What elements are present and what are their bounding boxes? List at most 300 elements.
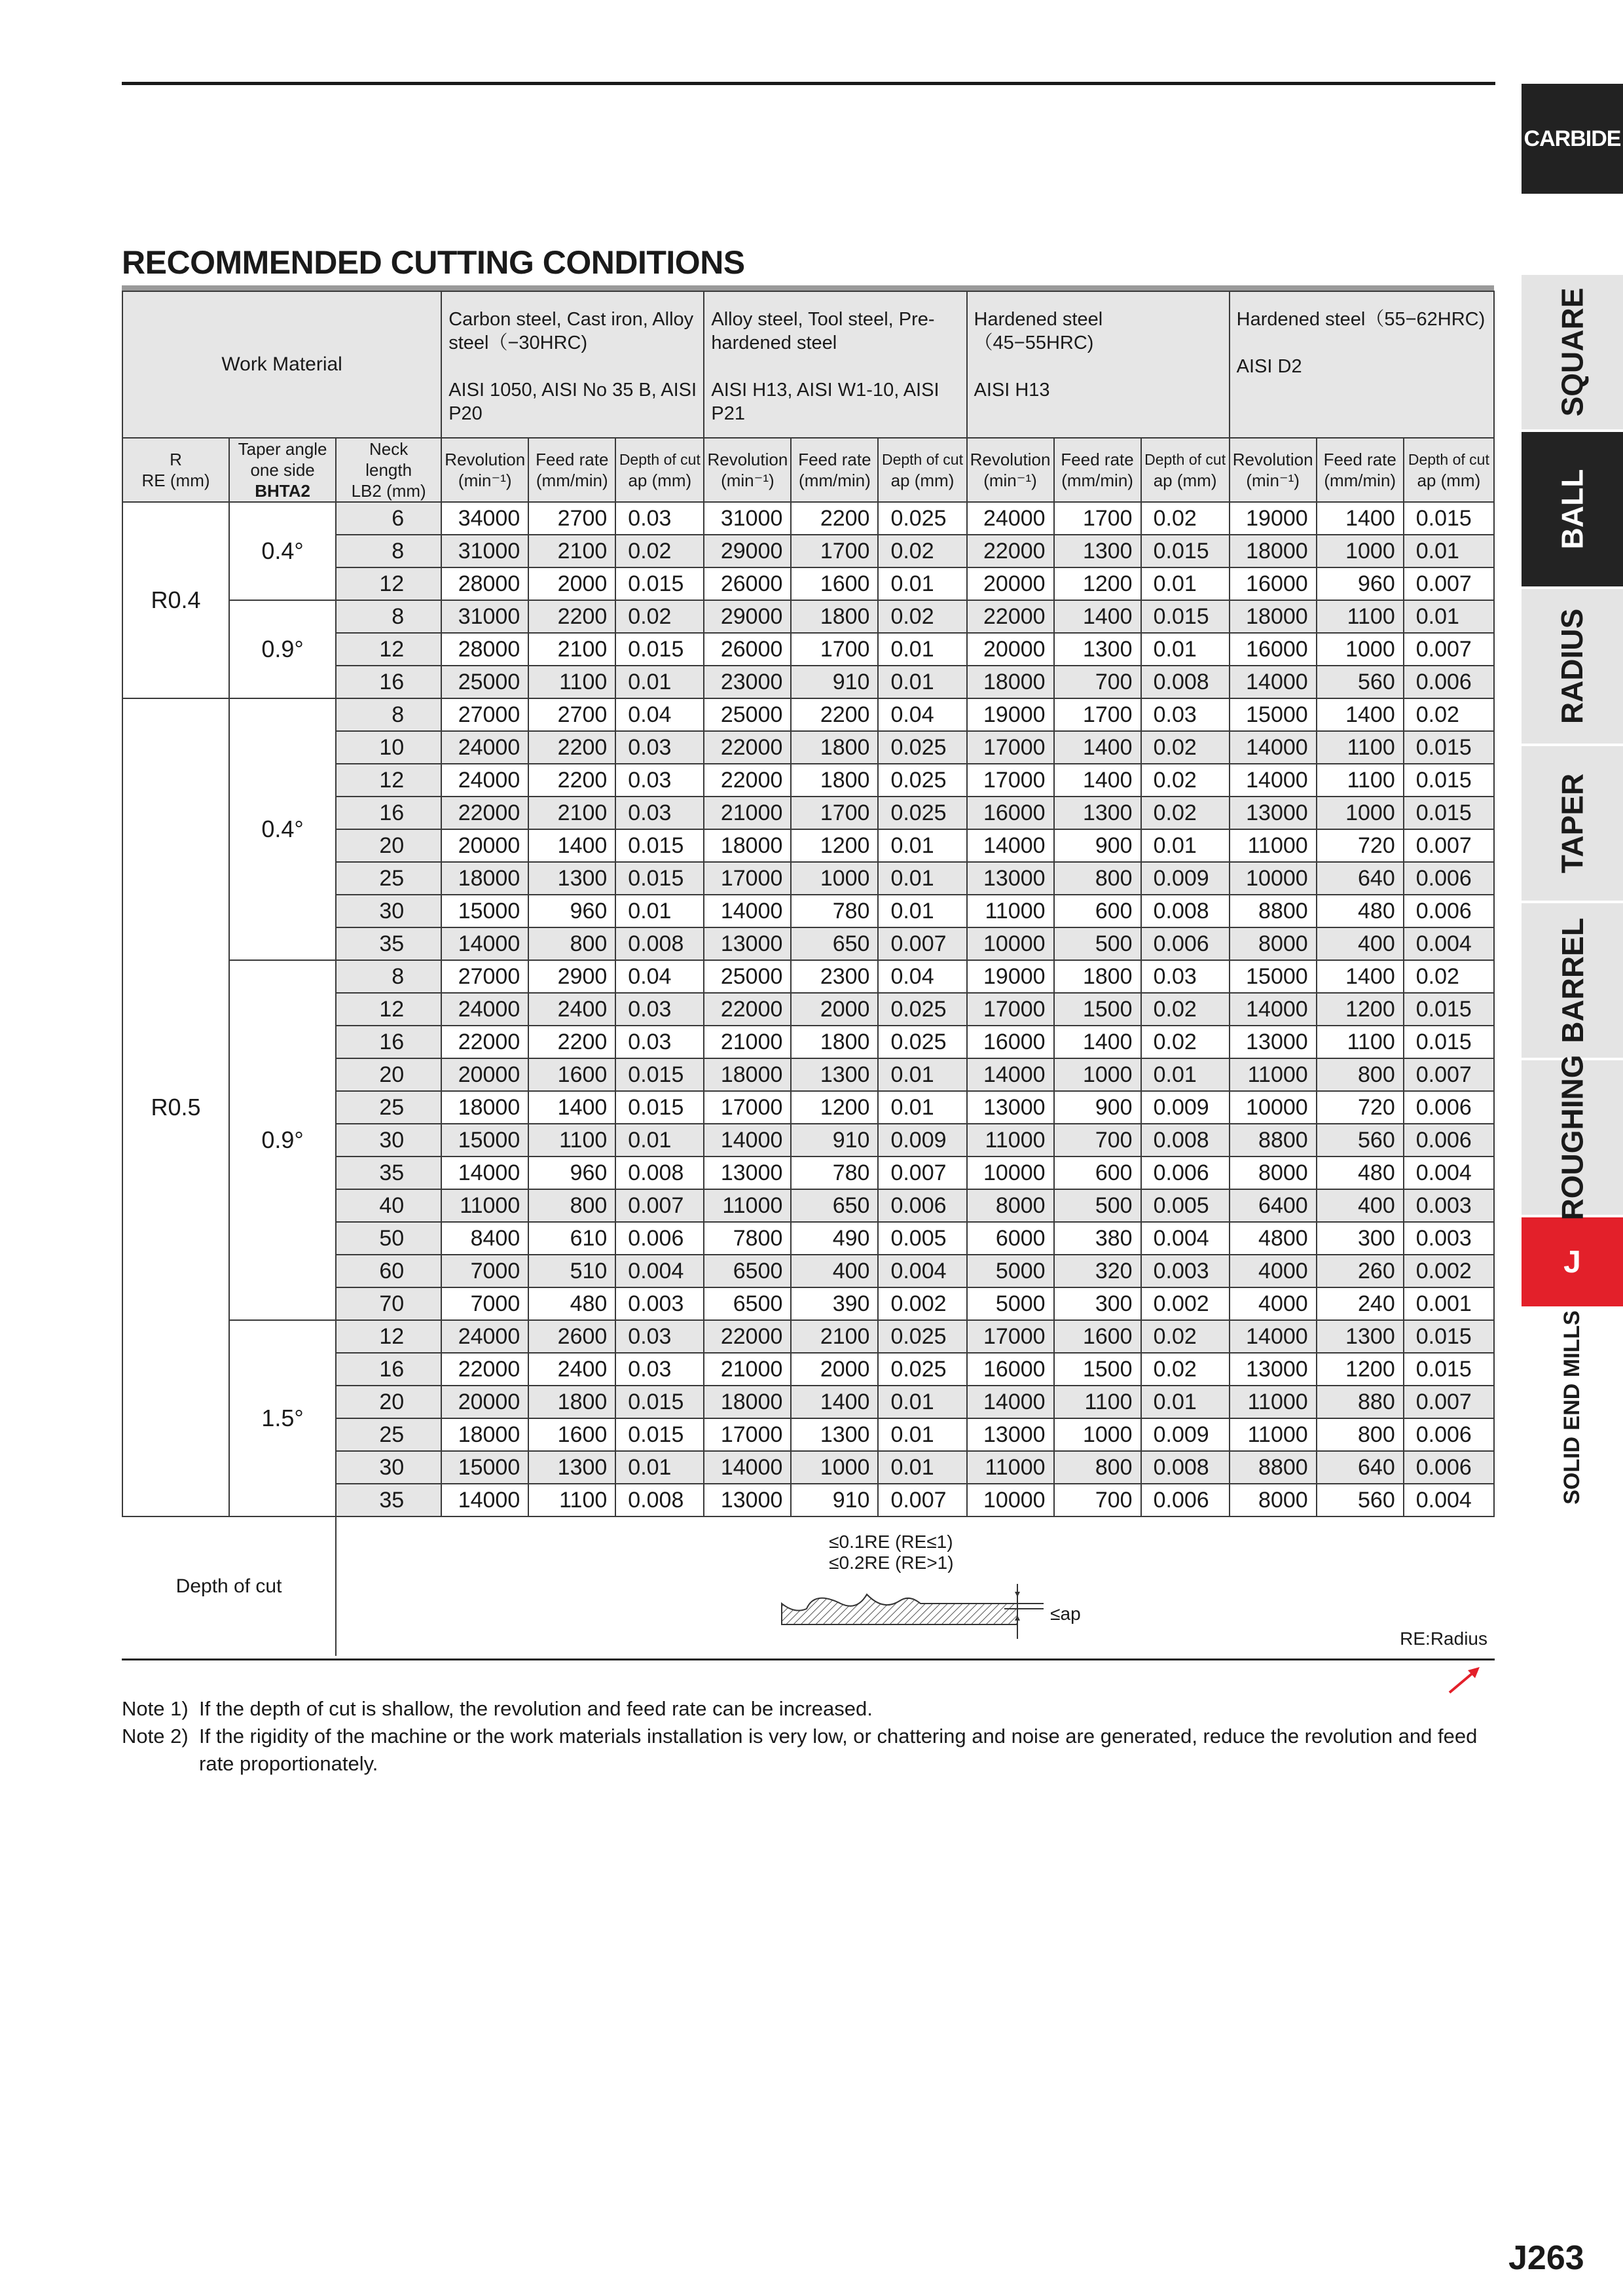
col-doc-header bbox=[1404, 438, 1494, 502]
tab-taper-label: TAPER bbox=[1555, 773, 1590, 874]
feed-rate-cell: 2700 bbox=[528, 698, 615, 731]
neck-length-cell: 10 bbox=[336, 731, 441, 764]
tab-roughing-label: ROUGHING bbox=[1555, 1054, 1590, 1221]
revolution-cell: 13000 bbox=[704, 1157, 791, 1189]
feed-rate-cell: 2000 bbox=[791, 993, 878, 1026]
revolution-cell: 8000 bbox=[1230, 1157, 1317, 1189]
neck-length-cell: 8 bbox=[336, 600, 441, 633]
depth-of-cut-cell: 0.007 bbox=[1404, 829, 1494, 862]
note-1 bbox=[122, 1695, 1497, 1723]
revolution-cell: 14000 bbox=[967, 1058, 1054, 1091]
feed-rate-cell: 610 bbox=[528, 1222, 615, 1255]
revolution-cell: 8000 bbox=[1230, 927, 1317, 960]
revolution-cell: 22000 bbox=[704, 1320, 791, 1353]
depth-of-cut-cell: 0.01 bbox=[615, 1124, 704, 1157]
feed-rate-cell: 1600 bbox=[791, 567, 878, 600]
carbide-tab[interactable] bbox=[1522, 84, 1623, 194]
feed-rate-cell: 1700 bbox=[791, 633, 878, 666]
depth-of-cut-figure bbox=[336, 1516, 1494, 1656]
revolution-cell: 22000 bbox=[967, 600, 1054, 633]
depth-of-cut-cell: 0.01 bbox=[878, 666, 966, 698]
revolution-cell: 14000 bbox=[441, 1157, 528, 1189]
depth-of-cut-cell: 0.015 bbox=[1404, 1353, 1494, 1386]
tab-j[interactable] bbox=[1522, 1217, 1623, 1309]
depth-of-cut-cell: 0.009 bbox=[1141, 1418, 1230, 1451]
tab-radius[interactable] bbox=[1522, 589, 1623, 746]
revolution-cell: 11000 bbox=[967, 895, 1054, 927]
material-header-2 bbox=[704, 291, 966, 438]
col-rev-header bbox=[1230, 438, 1317, 502]
feed-rate-cell: 2000 bbox=[791, 1353, 878, 1386]
depth-of-cut-cell: 0.03 bbox=[1141, 698, 1230, 731]
depth-of-cut-cell: 0.015 bbox=[615, 1091, 704, 1124]
revolution-cell: 11000 bbox=[441, 1189, 528, 1222]
depth-of-cut-cell: 0.015 bbox=[1404, 993, 1494, 1026]
depth-of-cut-cell: 0.015 bbox=[615, 862, 704, 895]
revolution-cell: 19000 bbox=[1230, 502, 1317, 535]
depth-of-cut-cell: 0.02 bbox=[1404, 960, 1494, 993]
feed-rate-cell: 1400 bbox=[1054, 764, 1141, 797]
col-doc: Depth of cut bbox=[1144, 451, 1226, 468]
revolution-cell: 15000 bbox=[441, 1124, 528, 1157]
col-doc: Depth of cut bbox=[881, 451, 963, 468]
revolution-cell: 16000 bbox=[967, 1026, 1054, 1058]
revolution-cell: 23000 bbox=[704, 666, 791, 698]
depth-of-cut-cell: 0.009 bbox=[1141, 1091, 1230, 1124]
feed-rate-cell: 1400 bbox=[1054, 731, 1141, 764]
revolution-cell: 15000 bbox=[1230, 960, 1317, 993]
col-feed-unit: (mm/min) bbox=[1061, 471, 1133, 490]
re-radius-note: RE:Radius bbox=[1400, 1628, 1487, 1649]
revolution-cell: 20000 bbox=[441, 829, 528, 862]
feed-rate-cell: 1200 bbox=[1054, 567, 1141, 600]
revolution-cell: 18000 bbox=[704, 829, 791, 862]
depth-of-cut-cell: 0.01 bbox=[878, 633, 966, 666]
feed-rate-cell: 1000 bbox=[1317, 797, 1404, 829]
depth-of-cut-cell: 0.015 bbox=[1404, 1026, 1494, 1058]
depth-of-cut-cell: 0.03 bbox=[615, 502, 704, 535]
depth-of-cut-cell: 0.025 bbox=[878, 502, 966, 535]
revolution-cell: 34000 bbox=[441, 502, 528, 535]
tab-barrel-label: BARREL bbox=[1555, 918, 1590, 1043]
depth-of-cut-cell: 0.04 bbox=[878, 698, 966, 731]
depth-of-cut-cell: 0.006 bbox=[615, 1222, 704, 1255]
col-r-header bbox=[122, 438, 229, 502]
table-body bbox=[122, 502, 1494, 1516]
feed-rate-cell: 800 bbox=[1317, 1418, 1404, 1451]
feed-rate-cell: 1600 bbox=[1054, 1320, 1141, 1353]
revolution-cell: 16000 bbox=[967, 1353, 1054, 1386]
depth-of-cut-cell: 0.01 bbox=[615, 666, 704, 698]
col-feed: Feed rate bbox=[1323, 450, 1396, 469]
revolution-cell: 10000 bbox=[967, 927, 1054, 960]
revolution-cell: 21000 bbox=[704, 797, 791, 829]
revolution-cell: 14000 bbox=[704, 1451, 791, 1484]
depth-of-cut-cell: 0.01 bbox=[1141, 1386, 1230, 1418]
depth-of-cut-cell: 0.015 bbox=[1404, 731, 1494, 764]
feed-rate-cell: 910 bbox=[791, 1124, 878, 1157]
col-feed-unit: (mm/min) bbox=[536, 471, 608, 490]
depth-of-cut-cell: 0.025 bbox=[878, 731, 966, 764]
feed-rate-cell: 700 bbox=[1054, 666, 1141, 698]
col-neck-3: LB2 (mm) bbox=[351, 481, 426, 501]
feed-rate-cell: 2100 bbox=[791, 1320, 878, 1353]
revolution-cell: 13000 bbox=[1230, 1026, 1317, 1058]
red-arrow-icon bbox=[1446, 1664, 1485, 1696]
revolution-cell: 14000 bbox=[441, 927, 528, 960]
feed-rate-cell: 640 bbox=[1317, 1451, 1404, 1484]
depth-of-cut-cell: 0.01 bbox=[1141, 829, 1230, 862]
revolution-cell: 19000 bbox=[967, 960, 1054, 993]
revolution-cell: 18000 bbox=[441, 1091, 528, 1124]
feed-rate-cell: 1100 bbox=[1317, 764, 1404, 797]
col-rev-header bbox=[704, 438, 791, 502]
neck-length-cell: 12 bbox=[336, 633, 441, 666]
revolution-cell: 27000 bbox=[441, 960, 528, 993]
depth-of-cut-diagram bbox=[769, 1575, 1057, 1640]
revolution-cell: 17000 bbox=[704, 862, 791, 895]
depth-of-cut-cell: 0.025 bbox=[878, 1320, 966, 1353]
depth-of-cut-cell: 0.007 bbox=[1404, 567, 1494, 600]
feed-rate-cell: 560 bbox=[1317, 666, 1404, 698]
revolution-cell: 15000 bbox=[441, 1451, 528, 1484]
feed-rate-cell: 2600 bbox=[528, 1320, 615, 1353]
feed-rate-cell: 390 bbox=[791, 1287, 878, 1320]
revolution-cell: 13000 bbox=[967, 1418, 1054, 1451]
col-rev: Revolution bbox=[970, 450, 1051, 469]
revolution-cell: 8000 bbox=[1230, 1484, 1317, 1516]
feed-rate-cell: 700 bbox=[1054, 1124, 1141, 1157]
feed-rate-cell: 2700 bbox=[528, 502, 615, 535]
tab-barrel[interactable] bbox=[1522, 903, 1623, 1060]
revolution-cell: 22000 bbox=[704, 993, 791, 1026]
feed-rate-cell: 800 bbox=[1317, 1058, 1404, 1091]
revolution-cell: 6000 bbox=[967, 1222, 1054, 1255]
neck-length-cell: 12 bbox=[336, 567, 441, 600]
feed-rate-cell: 1300 bbox=[791, 1418, 878, 1451]
depth-of-cut-cell: 0.015 bbox=[1404, 1320, 1494, 1353]
depth-of-cut-cell: 0.025 bbox=[878, 764, 966, 797]
revolution-cell: 21000 bbox=[704, 1026, 791, 1058]
bottom-rule bbox=[122, 1659, 1495, 1660]
taper-angle-cell: 0.9° bbox=[229, 600, 336, 698]
tab-square[interactable] bbox=[1522, 275, 1623, 432]
feed-rate-cell: 1000 bbox=[1054, 1418, 1141, 1451]
material-code: AISI H13, AISI W1-10, AISI P21 bbox=[711, 380, 939, 424]
depth-of-cut-cell: 0.01 bbox=[1141, 1058, 1230, 1091]
depth-of-cut-cell: 0.004 bbox=[1404, 927, 1494, 960]
col-feed-unit: (mm/min) bbox=[799, 471, 871, 490]
revolution-cell: 14000 bbox=[704, 895, 791, 927]
depth-of-cut-cell: 0.02 bbox=[1141, 797, 1230, 829]
neck-length-cell: 8 bbox=[336, 535, 441, 567]
revolution-cell: 7000 bbox=[441, 1287, 528, 1320]
col-taper-3: BHTA2 bbox=[255, 481, 310, 501]
depth-of-cut-cell: 0.01 bbox=[878, 862, 966, 895]
feed-rate-cell: 1600 bbox=[528, 1058, 615, 1091]
neck-length-cell: 70 bbox=[336, 1287, 441, 1320]
feed-rate-cell: 300 bbox=[1054, 1287, 1141, 1320]
depth-of-cut-cell: 0.001 bbox=[1404, 1287, 1494, 1320]
revolution-cell: 11000 bbox=[967, 1451, 1054, 1484]
col-taper-1: Taper angle bbox=[238, 439, 327, 459]
revolution-cell: 4000 bbox=[1230, 1255, 1317, 1287]
feed-rate-cell: 1400 bbox=[1317, 502, 1404, 535]
revolution-cell: 14000 bbox=[1230, 764, 1317, 797]
revolution-cell: 13000 bbox=[1230, 797, 1317, 829]
feed-rate-cell: 2400 bbox=[528, 1353, 615, 1386]
revolution-cell: 8800 bbox=[1230, 1124, 1317, 1157]
depth-of-cut-cell: 0.002 bbox=[878, 1287, 966, 1320]
depth-of-cut-cell: 0.006 bbox=[1404, 895, 1494, 927]
depth-of-cut-cell: 0.03 bbox=[615, 797, 704, 829]
feed-rate-cell: 1400 bbox=[528, 829, 615, 862]
depth-of-cut-cell: 0.006 bbox=[1404, 1124, 1494, 1157]
col-feed: Feed rate bbox=[798, 450, 871, 469]
notes bbox=[122, 1695, 1497, 1778]
feed-rate-cell: 800 bbox=[528, 927, 615, 960]
depth-of-cut-cell: 0.02 bbox=[1141, 993, 1230, 1026]
revolution-cell: 13000 bbox=[967, 1091, 1054, 1124]
col-doc: Depth of cut bbox=[619, 451, 701, 468]
neck-length-cell: 12 bbox=[336, 993, 441, 1026]
depth-of-cut-cell: 0.03 bbox=[1141, 960, 1230, 993]
depth-of-cut-cell: 0.015 bbox=[615, 1386, 704, 1418]
tab-ball-label: BALL bbox=[1555, 469, 1590, 550]
depth-of-cut-cell: 0.007 bbox=[1404, 1386, 1494, 1418]
feed-rate-cell: 780 bbox=[791, 1157, 878, 1189]
feed-rate-cell: 1400 bbox=[1054, 1026, 1141, 1058]
revolution-cell: 14000 bbox=[967, 1386, 1054, 1418]
feed-rate-cell: 1600 bbox=[528, 1418, 615, 1451]
neck-length-cell: 35 bbox=[336, 1484, 441, 1516]
depth-of-cut-cell: 0.03 bbox=[615, 1353, 704, 1386]
revolution-cell: 10000 bbox=[1230, 862, 1317, 895]
material-header-1 bbox=[441, 291, 704, 438]
material-header-row bbox=[122, 291, 1494, 438]
depth-of-cut-cell: 0.03 bbox=[615, 1320, 704, 1353]
col-taper-2: one side bbox=[250, 460, 315, 480]
neck-length-cell: 16 bbox=[336, 1353, 441, 1386]
revolution-cell: 17000 bbox=[967, 731, 1054, 764]
depth-of-cut-cell: 0.01 bbox=[878, 829, 966, 862]
revolution-cell: 22000 bbox=[441, 1353, 528, 1386]
revolution-cell: 14000 bbox=[1230, 993, 1317, 1026]
feed-rate-cell: 300 bbox=[1317, 1222, 1404, 1255]
depth-of-cut-cell: 0.02 bbox=[878, 600, 966, 633]
taper-angle-cell: 0.4° bbox=[229, 502, 336, 600]
revolution-cell: 29000 bbox=[704, 600, 791, 633]
revolution-cell: 7800 bbox=[704, 1222, 791, 1255]
revolution-cell: 16000 bbox=[967, 797, 1054, 829]
feed-rate-cell: 380 bbox=[1054, 1222, 1141, 1255]
tab-ball[interactable] bbox=[1522, 432, 1623, 589]
depth-of-cut-cell: 0.02 bbox=[1404, 698, 1494, 731]
depth-of-cut-cell: 0.003 bbox=[615, 1287, 704, 1320]
revolution-cell: 18000 bbox=[441, 862, 528, 895]
revolution-cell: 14000 bbox=[967, 829, 1054, 862]
depth-of-cut-cell: 0.02 bbox=[1141, 502, 1230, 535]
table-row bbox=[122, 600, 1494, 633]
note-2 bbox=[122, 1723, 1497, 1778]
col-rev-unit: (min⁻¹) bbox=[983, 471, 1037, 490]
depth-of-cut-cell: 0.015 bbox=[615, 567, 704, 600]
feed-rate-cell: 600 bbox=[1054, 895, 1141, 927]
revolution-cell: 16000 bbox=[1230, 567, 1317, 600]
feed-rate-cell: 800 bbox=[528, 1189, 615, 1222]
taper-angle-cell: 0.9° bbox=[229, 960, 336, 1320]
revolution-cell: 5000 bbox=[967, 1287, 1054, 1320]
depth-of-cut-cell: 0.002 bbox=[1404, 1255, 1494, 1287]
depth-of-cut-cell: 0.006 bbox=[1404, 666, 1494, 698]
revolution-cell: 31000 bbox=[441, 600, 528, 633]
col-r-unit: RE (mm) bbox=[141, 471, 210, 490]
revolution-cell: 20000 bbox=[441, 1058, 528, 1091]
depth-of-cut-cell: 0.004 bbox=[1141, 1222, 1230, 1255]
feed-rate-cell: 960 bbox=[528, 895, 615, 927]
revolution-cell: 4000 bbox=[1230, 1287, 1317, 1320]
revolution-cell: 13000 bbox=[967, 862, 1054, 895]
neck-length-cell: 35 bbox=[336, 1157, 441, 1189]
feed-rate-cell: 1100 bbox=[528, 666, 615, 698]
depth-of-cut-cell: 0.04 bbox=[615, 698, 704, 731]
revolution-cell: 20000 bbox=[967, 567, 1054, 600]
neck-length-cell: 12 bbox=[336, 1320, 441, 1353]
depth-of-cut-cell: 0.02 bbox=[1141, 1026, 1230, 1058]
depth-of-cut-cell: 0.015 bbox=[1404, 797, 1494, 829]
depth-of-cut-cell: 0.006 bbox=[1404, 1091, 1494, 1124]
revolution-cell: 24000 bbox=[441, 1320, 528, 1353]
revolution-cell: 25000 bbox=[704, 960, 791, 993]
depth-of-cut-cell: 0.01 bbox=[878, 1386, 966, 1418]
depth-of-cut-cell: 0.04 bbox=[615, 960, 704, 993]
revolution-cell: 21000 bbox=[704, 1353, 791, 1386]
feed-rate-cell: 240 bbox=[1317, 1287, 1404, 1320]
table-row bbox=[122, 698, 1494, 731]
depth-of-cut-cell: 0.025 bbox=[878, 1026, 966, 1058]
feed-rate-cell: 1000 bbox=[1317, 633, 1404, 666]
tab-square-label: SQUARE bbox=[1555, 287, 1590, 417]
neck-length-cell: 30 bbox=[336, 1451, 441, 1484]
feed-rate-cell: 1300 bbox=[528, 1451, 615, 1484]
table-row bbox=[122, 960, 1494, 993]
depth-of-cut-cell: 0.006 bbox=[1141, 1484, 1230, 1516]
feed-rate-cell: 2100 bbox=[528, 535, 615, 567]
feed-rate-cell: 1500 bbox=[1054, 1353, 1141, 1386]
neck-length-cell: 6 bbox=[336, 502, 441, 535]
revolution-cell: 22000 bbox=[967, 535, 1054, 567]
revolution-cell: 4800 bbox=[1230, 1222, 1317, 1255]
revolution-cell: 18000 bbox=[704, 1386, 791, 1418]
taper-angle-cell: 1.5° bbox=[229, 1320, 336, 1516]
revolution-cell: 22000 bbox=[704, 764, 791, 797]
revolution-cell: 31000 bbox=[441, 535, 528, 567]
col-feed: Feed rate bbox=[1061, 450, 1134, 469]
neck-length-cell: 8 bbox=[336, 960, 441, 993]
feed-rate-cell: 1000 bbox=[791, 1451, 878, 1484]
revolution-cell: 14000 bbox=[1230, 731, 1317, 764]
feed-rate-cell: 1200 bbox=[1317, 1353, 1404, 1386]
feed-rate-cell: 960 bbox=[1317, 567, 1404, 600]
col-doc: Depth of cut bbox=[1408, 451, 1489, 468]
feed-rate-cell: 2000 bbox=[528, 567, 615, 600]
revolution-cell: 29000 bbox=[704, 535, 791, 567]
depth-of-cut-cell: 0.008 bbox=[1141, 1451, 1230, 1484]
feed-rate-cell: 600 bbox=[1054, 1157, 1141, 1189]
neck-length-cell: 60 bbox=[336, 1255, 441, 1287]
feed-rate-cell: 1300 bbox=[528, 862, 615, 895]
revolution-cell: 25000 bbox=[704, 698, 791, 731]
depth-of-cut-cell: 0.02 bbox=[1141, 1320, 1230, 1353]
col-neck-2: length bbox=[365, 460, 412, 480]
feed-rate-cell: 400 bbox=[791, 1255, 878, 1287]
feed-rate-cell: 1700 bbox=[1054, 698, 1141, 731]
depth-of-cut-cell: 0.008 bbox=[1141, 1124, 1230, 1157]
feed-rate-cell: 880 bbox=[1317, 1386, 1404, 1418]
revolution-cell: 24000 bbox=[441, 731, 528, 764]
revolution-cell: 28000 bbox=[441, 567, 528, 600]
material-code: AISI D2 bbox=[1236, 356, 1302, 377]
neck-length-cell: 50 bbox=[336, 1222, 441, 1255]
depth-of-cut-cell: 0.015 bbox=[1404, 502, 1494, 535]
feed-rate-cell: 1000 bbox=[1054, 1058, 1141, 1091]
revolution-cell: 22000 bbox=[441, 797, 528, 829]
feed-rate-cell: 910 bbox=[791, 1484, 878, 1516]
feed-rate-cell: 720 bbox=[1317, 1091, 1404, 1124]
feed-rate-cell: 320 bbox=[1054, 1255, 1141, 1287]
title-rule bbox=[122, 285, 1494, 291]
material-code: AISI H13 bbox=[974, 380, 1050, 401]
depth-of-cut-cell: 0.025 bbox=[878, 1353, 966, 1386]
revolution-cell: 18000 bbox=[1230, 535, 1317, 567]
tab-radius-label: RADIUS bbox=[1555, 608, 1590, 725]
feed-rate-cell: 1800 bbox=[1054, 960, 1141, 993]
page-number: J263 bbox=[1508, 2239, 1584, 2277]
note-2-text: If the rigidity of the machine or the work materials installation is very low, or chattering and noise are generated, reduce the revolution and feed rate proportionately. bbox=[199, 1725, 1478, 1775]
col-neck-1: Neck bbox=[369, 439, 409, 459]
feed-rate-cell: 1700 bbox=[1054, 502, 1141, 535]
neck-length-cell: 8 bbox=[336, 698, 441, 731]
depth-of-cut-cell: 0.007 bbox=[878, 927, 966, 960]
col-feed-header bbox=[1317, 438, 1404, 502]
tab-taper[interactable] bbox=[1522, 746, 1623, 903]
depth-of-cut-cell: 0.009 bbox=[1141, 862, 1230, 895]
material-name: Hardened steel（45−55HRC) bbox=[974, 309, 1103, 353]
neck-length-cell: 20 bbox=[336, 1386, 441, 1418]
depth-of-cut-cell: 0.008 bbox=[615, 927, 704, 960]
material-code: AISI 1050, AISI No 35 B, AISI P20 bbox=[448, 380, 697, 424]
depth-of-cut-cell: 0.01 bbox=[1404, 600, 1494, 633]
material-name: Alloy steel, Tool steel, Pre-hardened steel bbox=[711, 309, 935, 353]
note-1-label: Note 1) bbox=[122, 1697, 189, 1720]
depth-of-cut-cell: 0.004 bbox=[1404, 1484, 1494, 1516]
carbide-label: CARBIDE bbox=[1523, 126, 1621, 151]
feed-rate-cell: 800 bbox=[1054, 862, 1141, 895]
column-header-row bbox=[122, 438, 1494, 502]
tab-roughing[interactable] bbox=[1522, 1054, 1623, 1221]
depth-of-cut-cell: 0.01 bbox=[615, 895, 704, 927]
feed-rate-cell: 1400 bbox=[791, 1386, 878, 1418]
depth-of-cut-cell: 0.02 bbox=[878, 535, 966, 567]
revolution-cell: 17000 bbox=[967, 1320, 1054, 1353]
revolution-cell: 26000 bbox=[704, 567, 791, 600]
solid-end-mills-label: SOLID END MILLS bbox=[1559, 1310, 1584, 1505]
neck-length-cell: 16 bbox=[336, 797, 441, 829]
revolution-cell: 22000 bbox=[704, 731, 791, 764]
radius-group-cell: R0.5 bbox=[122, 698, 229, 1516]
depth-of-cut-cell: 0.006 bbox=[1141, 927, 1230, 960]
feed-rate-cell: 480 bbox=[528, 1287, 615, 1320]
